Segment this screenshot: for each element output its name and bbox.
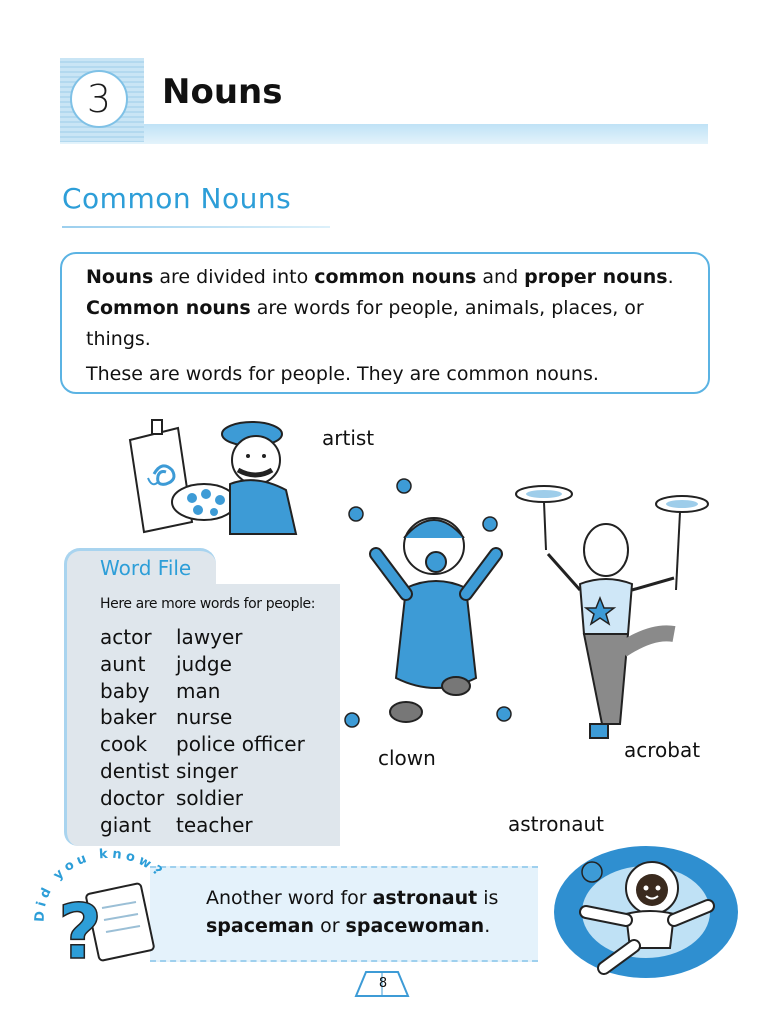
definition-box [60,252,710,394]
bold-term: astronaut [372,887,478,909]
section-heading: Common Nouns [62,182,292,215]
definition-text: are divided into [153,266,315,288]
label-artist: artist [322,426,375,450]
page-number: 8 [378,976,388,991]
label-acrobat: acrobat [624,738,701,762]
bold-term: common nouns [314,266,477,288]
word-list-item: police officer [176,732,305,757]
word-list-item: teacher [176,812,253,837]
word-list-item: judge [176,651,232,676]
chapter-band [60,124,708,144]
artist-figure [222,422,296,534]
word-list-item: dentist [100,758,170,783]
label-astronaut: astronaut [508,812,604,836]
planet-icon [582,862,602,882]
word-file-title: Word File [100,556,192,580]
palette-icon [172,484,236,520]
word-list-item: cook [100,732,148,757]
question-mark-icon [58,887,102,976]
bold-term: Common nouns [86,297,251,319]
dyk-text: Another word for [206,887,373,909]
bold-term: Nouns [86,266,154,288]
svg-text:?: ? [58,887,103,976]
bold-term: spacewoman [345,915,485,937]
bold-term: proper nouns [524,266,668,288]
word-list-item: giant [100,812,152,837]
did-you-know-label: Did you know? [32,846,168,923]
definition-text: are words for people, animals, places, or things. [86,297,644,350]
astronaut-illustration [548,842,744,982]
word-list-left [100,624,169,838]
word-list-item: baby [100,678,150,703]
bold-term: spaceman [206,915,315,937]
word-file-intro: Here are more words for people: [100,596,316,612]
section-underline [62,226,330,228]
word-list-item: nurse [176,705,233,730]
artist-illustration [126,418,316,534]
word-list-item: baker [100,705,157,730]
clown-illustration [344,476,514,736]
clown-figure [376,518,496,722]
dyk-text: . [484,915,491,937]
word-list-item: actor [100,625,152,649]
word-list-item: man [176,678,221,703]
word-list-right [176,624,305,838]
chapter-title: Nouns [162,72,283,112]
definition-paragraph [86,262,696,355]
word-list-item: singer [176,758,238,783]
acrobat-illustration [510,480,700,750]
acrobat-figure [548,524,674,738]
definition-example-line: These are words for people. They are common nouns. [86,363,599,385]
definition-text: . [667,266,674,288]
chapter-number: 3 [70,70,128,128]
dyk-text: or [314,915,346,937]
word-list-item: doctor [100,785,165,810]
word-list-item: lawyer [176,625,243,649]
word-list-item: aunt [100,651,146,676]
word-list-item: soldier [176,785,243,810]
dyk-text: is [477,887,499,909]
definition-text: and [476,266,525,288]
did-you-know-badge [32,846,186,976]
did-you-know-text [206,884,526,940]
label-clown: clown [378,746,436,770]
